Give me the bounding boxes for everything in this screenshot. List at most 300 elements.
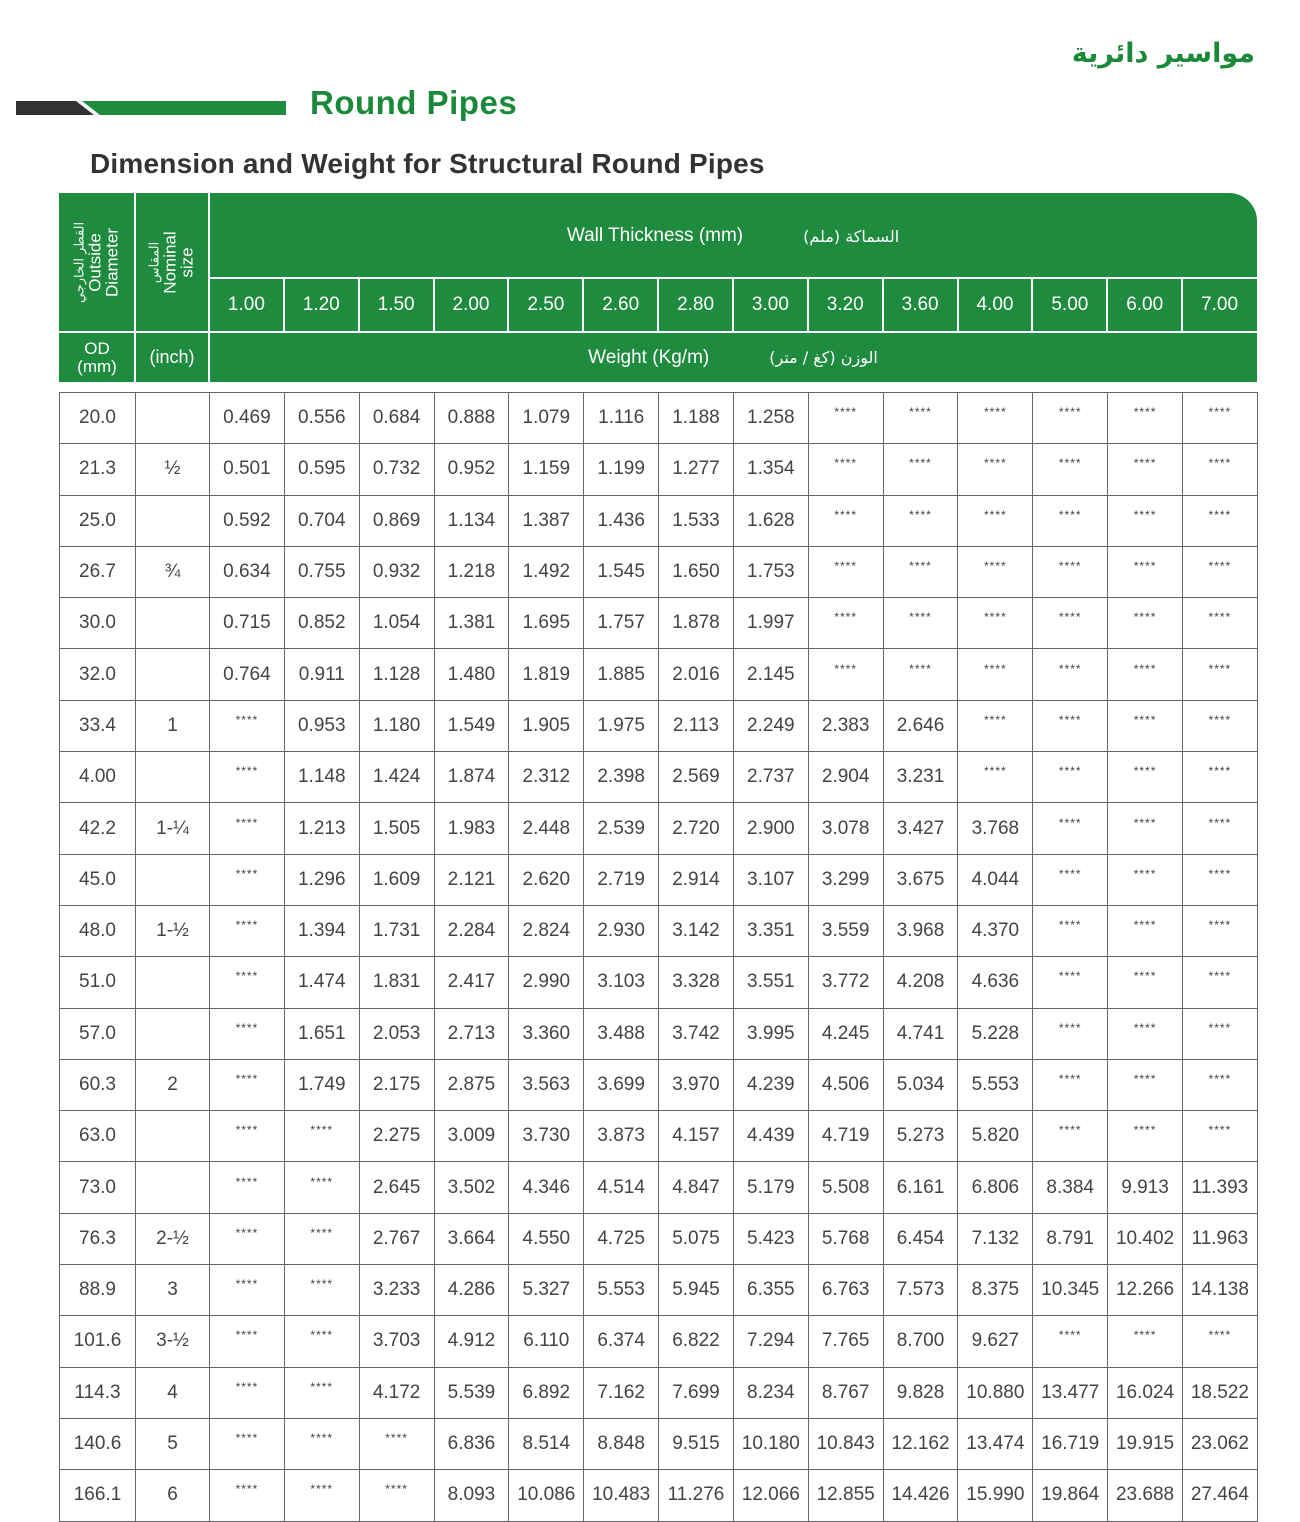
od-cell: 21.3 <box>60 444 136 495</box>
weight-cell: **** <box>883 649 958 700</box>
weight-cell: **** <box>1033 598 1108 649</box>
weight-cell: **** <box>210 700 285 751</box>
weight-cell: **** <box>1108 598 1183 649</box>
weight-cell: 2.417 <box>434 957 509 1008</box>
weight-cell: 4.439 <box>733 1111 808 1162</box>
weight-cell: 3.009 <box>434 1111 509 1162</box>
thickness-header-cell: 1.50 <box>377 294 415 315</box>
nominal-size-cell <box>136 393 210 444</box>
weight-cell: 4.847 <box>659 1162 734 1213</box>
weight-cell: **** <box>210 1470 285 1521</box>
weight-cell: **** <box>1033 700 1108 751</box>
weight-cell: **** <box>359 1418 434 1469</box>
weight-cell: **** <box>1108 444 1183 495</box>
od-cell: 26.7 <box>60 546 136 597</box>
weight-cell: 4.636 <box>958 957 1033 1008</box>
weight-cell: 4.172 <box>359 1367 434 1418</box>
nominal-size-cell: 1-¼ <box>136 803 210 854</box>
od-cell: 51.0 <box>60 957 136 1008</box>
od-cell: 166.1 <box>60 1470 136 1521</box>
table-row <box>60 649 1258 700</box>
weight-cell: 2.930 <box>584 905 659 956</box>
weight-cell: 2.824 <box>509 905 584 956</box>
weight-cell: 9.828 <box>883 1367 958 1418</box>
table-header <box>59 193 1257 382</box>
weight-cell: 15.990 <box>958 1470 1033 1521</box>
page-title: Round Pipes <box>310 84 518 121</box>
weight-cell: **** <box>1108 1316 1183 1367</box>
weight-cell: 2.719 <box>584 854 659 905</box>
header-divider <box>1031 279 1033 331</box>
weight-cell: **** <box>1108 803 1183 854</box>
weight-cell: 3.699 <box>584 1059 659 1110</box>
header-divider <box>507 279 509 331</box>
weight-cell: **** <box>1182 393 1257 444</box>
weight-cell: **** <box>1182 546 1257 597</box>
weight-cell: 2.646 <box>883 700 958 751</box>
weight-cell: 1.545 <box>584 546 659 597</box>
weight-cell: **** <box>284 1162 359 1213</box>
weight-cell: 4.719 <box>808 1111 883 1162</box>
od-cell: 60.3 <box>60 1059 136 1110</box>
weight-cell: 2.875 <box>434 1059 509 1110</box>
nominal-size-cell: ¾ <box>136 546 210 597</box>
weight-cell: 1.199 <box>584 444 659 495</box>
arabic-title: مواسير دائرية <box>1071 38 1255 69</box>
weight-cell: 2.737 <box>733 752 808 803</box>
header-od-label-en: Outside Diameter <box>85 227 122 297</box>
weight-cell: **** <box>808 444 883 495</box>
weight-cell: 16.024 <box>1108 1367 1183 1418</box>
weight-cell: **** <box>1033 393 1108 444</box>
header-weight-en: Weight (Kg/m) <box>588 346 710 368</box>
weight-cell: **** <box>1108 1111 1183 1162</box>
weight-cell: 1.731 <box>359 905 434 956</box>
weight-cell: **** <box>883 495 958 546</box>
thickness-header-cell: 2.80 <box>677 294 715 315</box>
header-divider <box>283 279 285 331</box>
weight-cell: 2.383 <box>808 700 883 751</box>
weight-cell: 3.551 <box>733 957 808 1008</box>
weight-cell: 0.755 <box>284 546 359 597</box>
weight-cell: 5.508 <box>808 1162 883 1213</box>
thickness-header-cell: 3.20 <box>826 294 864 315</box>
weight-cell: **** <box>284 1316 359 1367</box>
weight-cell: 2.990 <box>509 957 584 1008</box>
weight-cell: 3.873 <box>584 1111 659 1162</box>
weight-cell: **** <box>284 1418 359 1469</box>
weight-cell: **** <box>958 546 1033 597</box>
weight-cell: 3.142 <box>659 905 734 956</box>
weight-cell: **** <box>958 700 1033 751</box>
weight-cell: **** <box>210 854 285 905</box>
weight-cell: **** <box>210 1008 285 1059</box>
weight-cell: 27.464 <box>1182 1470 1257 1521</box>
nominal-size-cell <box>136 752 210 803</box>
od-cell: 45.0 <box>60 854 136 905</box>
weight-cell: 3.742 <box>659 1008 734 1059</box>
weight-cell: 3.768 <box>958 803 1033 854</box>
weight-cell: **** <box>1108 495 1183 546</box>
weight-cell: 1.874 <box>434 752 509 803</box>
header-ns-label <box>135 193 209 331</box>
thickness-header-cell: 4.00 <box>976 294 1014 315</box>
weight-cell: 1.831 <box>359 957 434 1008</box>
weight-cell: 23.062 <box>1182 1418 1257 1469</box>
weight-cell: 2.720 <box>659 803 734 854</box>
weight-cell: **** <box>210 1367 285 1418</box>
nominal-size-cell: 6 <box>136 1470 210 1521</box>
weight-cell: 5.553 <box>584 1265 659 1316</box>
weight-cell: **** <box>210 752 285 803</box>
weight-cell: 12.162 <box>883 1418 958 1469</box>
weight-cell: 1.159 <box>509 444 584 495</box>
weight-cell: 1.394 <box>284 905 359 956</box>
weight-cell: 1.628 <box>733 495 808 546</box>
weight-cell: 3.107 <box>733 854 808 905</box>
weight-cell: 2.448 <box>509 803 584 854</box>
weight-cell: **** <box>1108 700 1183 751</box>
weight-cell: **** <box>1033 957 1108 1008</box>
weight-cell: **** <box>1182 854 1257 905</box>
weight-cell: 14.426 <box>883 1470 958 1521</box>
header-ns-unit-text: (inch) <box>149 347 195 367</box>
weight-cell: 10.402 <box>1108 1213 1183 1264</box>
weight-cell: 1.757 <box>584 598 659 649</box>
weight-cell: **** <box>883 546 958 597</box>
header-divider <box>882 279 884 331</box>
weight-cell: 6.110 <box>509 1316 584 1367</box>
table-row <box>60 1367 1258 1418</box>
weight-cell: 3.703 <box>359 1316 434 1367</box>
weight-cell: 0.592 <box>210 495 285 546</box>
thickness-header-cell: 3.00 <box>751 294 789 315</box>
weight-cell: 2.249 <box>733 700 808 751</box>
weight-cell: 0.764 <box>210 649 285 700</box>
od-cell: 48.0 <box>60 905 136 956</box>
table-row <box>60 905 1258 956</box>
weight-cell: 4.346 <box>509 1162 584 1213</box>
weight-cell: **** <box>808 649 883 700</box>
weight-cell: 8.384 <box>1033 1162 1108 1213</box>
weight-cell: **** <box>1182 700 1257 751</box>
nominal-size-cell: 3 <box>136 1265 210 1316</box>
weight-cell: **** <box>210 905 285 956</box>
weight-cell: 6.836 <box>434 1418 509 1469</box>
weight-cell: 18.522 <box>1182 1367 1257 1418</box>
weight-cell: 6.355 <box>733 1265 808 1316</box>
weight-cell: 1.296 <box>284 854 359 905</box>
pipe-weight-table <box>59 392 1258 1522</box>
weight-cell: 1.188 <box>659 393 734 444</box>
weight-cell: **** <box>883 393 958 444</box>
thickness-header-cell: 2.00 <box>452 294 490 315</box>
weight-cell: **** <box>1033 495 1108 546</box>
weight-cell: 3.328 <box>659 957 734 1008</box>
weight-cell: 3.675 <box>883 854 958 905</box>
weight-cell: **** <box>1182 905 1257 956</box>
weight-cell: 1.480 <box>434 649 509 700</box>
header-divider <box>1181 279 1183 331</box>
weight-cell: 1.975 <box>584 700 659 751</box>
weight-cell: **** <box>958 649 1033 700</box>
od-cell: 33.4 <box>60 700 136 751</box>
weight-cell: 1.753 <box>733 546 808 597</box>
header-ns-label-ar: المقاس <box>147 241 163 283</box>
weight-cell: 2.904 <box>808 752 883 803</box>
nominal-size-cell <box>136 1111 210 1162</box>
weight-cell: 2.620 <box>509 854 584 905</box>
weight-cell: **** <box>284 1111 359 1162</box>
weight-cell: 6.374 <box>584 1316 659 1367</box>
weight-cell: 3.563 <box>509 1059 584 1110</box>
weight-cell: 2.569 <box>659 752 734 803</box>
weight-cell: 3.664 <box>434 1213 509 1264</box>
weight-cell: 3.559 <box>808 905 883 956</box>
od-cell: 76.3 <box>60 1213 136 1264</box>
weight-cell: 19.864 <box>1033 1470 1108 1521</box>
weight-cell: 4.044 <box>958 854 1033 905</box>
weight-cell: 1.218 <box>434 546 509 597</box>
thickness-header-cell: 7.00 <box>1201 294 1239 315</box>
weight-cell: **** <box>1033 854 1108 905</box>
weight-cell: **** <box>1033 1059 1108 1110</box>
table-row <box>60 854 1258 905</box>
table-row <box>60 1162 1258 1213</box>
weight-cell: **** <box>210 957 285 1008</box>
weight-cell: 4.286 <box>434 1265 509 1316</box>
header-divider <box>582 279 584 331</box>
weight-cell: 6.822 <box>659 1316 734 1367</box>
weight-cell: 5.034 <box>883 1059 958 1110</box>
table-row <box>60 495 1258 546</box>
weight-cell: **** <box>883 444 958 495</box>
weight-cell: 10.880 <box>958 1367 1033 1418</box>
weight-cell: 8.375 <box>958 1265 1033 1316</box>
weight-cell: **** <box>1108 1059 1183 1110</box>
weight-cell: 2.175 <box>359 1059 434 1110</box>
header-divider <box>657 279 659 331</box>
weight-cell: **** <box>284 1470 359 1521</box>
weight-cell: 1.819 <box>509 649 584 700</box>
table-row <box>60 803 1258 854</box>
header-ns-unit <box>135 333 209 382</box>
weight-cell: 2.398 <box>584 752 659 803</box>
weight-cell: 7.294 <box>733 1316 808 1367</box>
weight-cell: 1.354 <box>733 444 808 495</box>
nominal-size-cell: 2-½ <box>136 1213 210 1264</box>
weight-cell: **** <box>958 444 1033 495</box>
nominal-size-cell: 5 <box>136 1418 210 1469</box>
weight-cell: 4.208 <box>883 957 958 1008</box>
nominal-size-cell: 2 <box>136 1059 210 1110</box>
weight-cell: **** <box>1182 444 1257 495</box>
table-row <box>60 1418 1258 1469</box>
weight-cell: 0.888 <box>434 393 509 444</box>
weight-cell: 3.231 <box>883 752 958 803</box>
weight-cell: 1.134 <box>434 495 509 546</box>
weight-cell: **** <box>1108 854 1183 905</box>
weight-cell: **** <box>1033 649 1108 700</box>
table-row <box>60 752 1258 803</box>
weight-cell: **** <box>1182 1111 1257 1162</box>
weight-cell: **** <box>808 495 883 546</box>
weight-cell: 2.121 <box>434 854 509 905</box>
weight-cell: **** <box>1182 803 1257 854</box>
weight-cell: 1.116 <box>584 393 659 444</box>
weight-cell: 5.327 <box>509 1265 584 1316</box>
weight-cell: 11.963 <box>1182 1213 1257 1264</box>
weight-cell: 6.892 <box>509 1367 584 1418</box>
od-cell: 30.0 <box>60 598 136 649</box>
weight-cell: **** <box>1108 649 1183 700</box>
weight-cell: 3.772 <box>808 957 883 1008</box>
weight-cell: 5.228 <box>958 1008 1033 1059</box>
table-row <box>60 1008 1258 1059</box>
weight-cell: **** <box>210 1162 285 1213</box>
weight-cell: **** <box>808 393 883 444</box>
weight-cell: 3.995 <box>733 1008 808 1059</box>
decorative-stripe <box>16 98 286 118</box>
weight-cell: 14.138 <box>1182 1265 1257 1316</box>
weight-cell: 5.179 <box>733 1162 808 1213</box>
weight-cell: 6.454 <box>883 1213 958 1264</box>
weight-cell: 2.275 <box>359 1111 434 1162</box>
weight-cell: **** <box>284 1213 359 1264</box>
weight-cell: 1.258 <box>733 393 808 444</box>
thickness-header-cell: 2.60 <box>602 294 640 315</box>
weight-cell: 0.634 <box>210 546 285 597</box>
weight-cell: 1.277 <box>659 444 734 495</box>
weight-cell: **** <box>1033 546 1108 597</box>
weight-cell: 7.573 <box>883 1265 958 1316</box>
weight-cell: 1.424 <box>359 752 434 803</box>
weight-cell: 8.234 <box>733 1367 808 1418</box>
thickness-header-cell: 1.00 <box>227 294 265 315</box>
table-row <box>60 393 1258 444</box>
weight-cell: **** <box>210 1111 285 1162</box>
table-row <box>60 957 1258 1008</box>
weight-cell: 3.360 <box>509 1008 584 1059</box>
weight-cell: 2.539 <box>584 803 659 854</box>
nominal-size-cell: 4 <box>136 1367 210 1418</box>
weight-cell: 1.905 <box>509 700 584 751</box>
weight-cell: 4.550 <box>509 1213 584 1264</box>
weight-cell: 0.501 <box>210 444 285 495</box>
header-od-label <box>59 193 135 331</box>
weight-cell: 8.767 <box>808 1367 883 1418</box>
header-wall-thickness-en: Wall Thickness (mm) <box>566 225 744 246</box>
nominal-size-cell <box>136 649 210 700</box>
weight-cell: **** <box>1108 905 1183 956</box>
header-divider <box>807 279 809 331</box>
weight-cell: 9.627 <box>958 1316 1033 1367</box>
weight-cell: 2.284 <box>434 905 509 956</box>
weight-cell: 1.651 <box>284 1008 359 1059</box>
weight-cell: 4.506 <box>808 1059 883 1110</box>
weight-cell: 0.911 <box>284 649 359 700</box>
weight-cell: 2.914 <box>659 854 734 905</box>
od-cell: 63.0 <box>60 1111 136 1162</box>
weight-cell: 9.913 <box>1108 1162 1183 1213</box>
weight-cell: **** <box>1182 1008 1257 1059</box>
table-row <box>60 546 1258 597</box>
weight-cell: 3.970 <box>659 1059 734 1110</box>
weight-cell: 1.054 <box>359 598 434 649</box>
weight-cell: 8.848 <box>584 1418 659 1469</box>
od-cell: 57.0 <box>60 1008 136 1059</box>
weight-cell: 1.148 <box>284 752 359 803</box>
thickness-header-cell: 3.60 <box>901 294 939 315</box>
header-weight-ar: الوزن (كغ / متر) <box>769 348 878 367</box>
nominal-size-cell <box>136 854 210 905</box>
weight-cell: **** <box>1182 957 1257 1008</box>
nominal-size-cell: 1-½ <box>136 905 210 956</box>
nominal-size-cell <box>136 598 210 649</box>
weight-cell: **** <box>1033 444 1108 495</box>
weight-cell: 12.855 <box>808 1470 883 1521</box>
thickness-header-cell: 2.50 <box>527 294 565 315</box>
weight-cell: 8.700 <box>883 1316 958 1367</box>
weight-cell: **** <box>958 495 1033 546</box>
weight-cell: **** <box>210 1059 285 1110</box>
weight-cell: 3.351 <box>733 905 808 956</box>
nominal-size-cell: 3-½ <box>136 1316 210 1367</box>
weight-cell: 8.514 <box>509 1418 584 1469</box>
weight-cell: **** <box>210 1316 285 1367</box>
weight-cell: 4.514 <box>584 1162 659 1213</box>
header-divider <box>358 279 360 331</box>
weight-cell: 3.730 <box>509 1111 584 1162</box>
weight-cell: 11.276 <box>659 1470 734 1521</box>
weight-cell: 1.885 <box>584 649 659 700</box>
weight-cell: 2.113 <box>659 700 734 751</box>
od-cell: 140.6 <box>60 1418 136 1469</box>
header-divider <box>59 331 1257 333</box>
weight-cell: **** <box>210 803 285 854</box>
weight-cell: 2.145 <box>733 649 808 700</box>
weight-cell: 2.713 <box>434 1008 509 1059</box>
weight-cell: 5.423 <box>733 1213 808 1264</box>
weight-cell: 4.725 <box>584 1213 659 1264</box>
table-row <box>60 1059 1258 1110</box>
thickness-header-cell: 1.20 <box>302 294 340 315</box>
weight-cell: 10.483 <box>584 1470 659 1521</box>
weight-cell: 13.477 <box>1033 1367 1108 1418</box>
od-cell: 32.0 <box>60 649 136 700</box>
nominal-size-cell <box>136 957 210 1008</box>
weight-cell: **** <box>1182 495 1257 546</box>
weight-cell: 1.079 <box>509 393 584 444</box>
weight-cell: 0.715 <box>210 598 285 649</box>
weight-cell: 0.869 <box>359 495 434 546</box>
nominal-size-cell <box>136 495 210 546</box>
weight-cell: 3.502 <box>434 1162 509 1213</box>
weight-cell: 8.791 <box>1033 1213 1108 1264</box>
thickness-header-cell: 5.00 <box>1051 294 1089 315</box>
weight-cell: **** <box>883 598 958 649</box>
weight-cell: **** <box>1182 1059 1257 1110</box>
weight-cell: **** <box>1033 803 1108 854</box>
weight-cell: 7.132 <box>958 1213 1033 1264</box>
weight-cell: 1.997 <box>733 598 808 649</box>
weight-cell: 4.239 <box>733 1059 808 1110</box>
weight-cell: 8.093 <box>434 1470 509 1521</box>
weight-cell: 3.427 <box>883 803 958 854</box>
header-divider <box>433 279 435 331</box>
nominal-size-cell: ½ <box>136 444 210 495</box>
weight-cell: 4.912 <box>434 1316 509 1367</box>
